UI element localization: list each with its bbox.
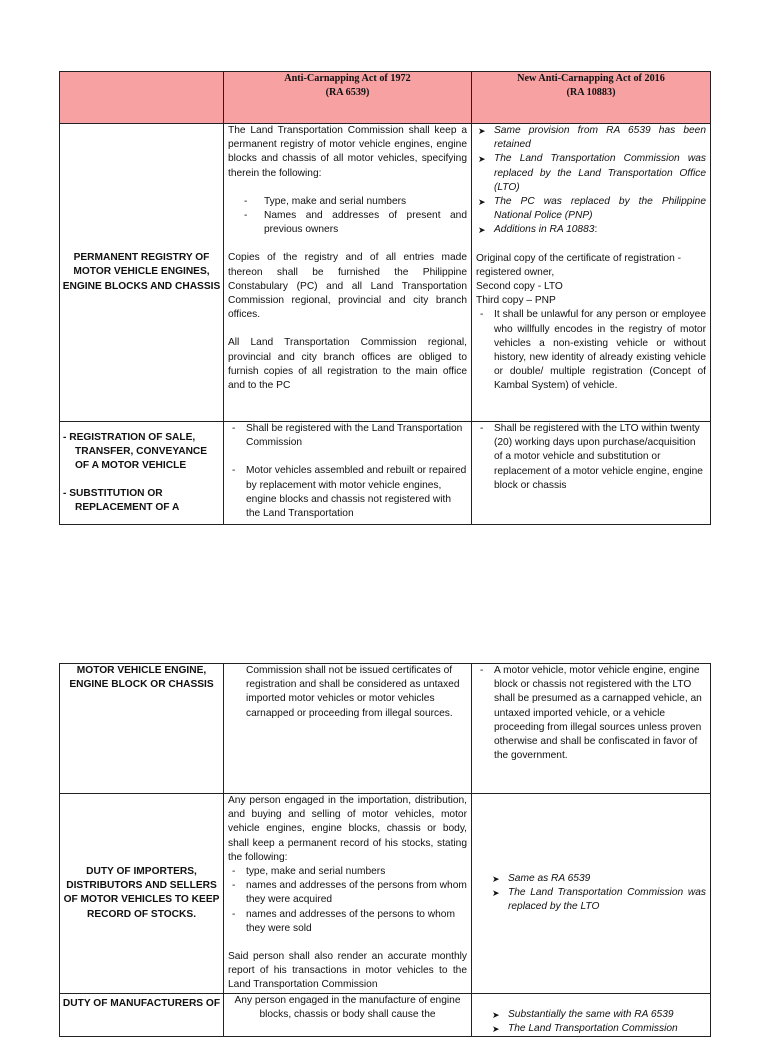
label-line: OF A MOTOR VEHICLE (75, 460, 187, 472)
new-dash-list (476, 308, 706, 393)
copy-line-2: Second copy - LTO (476, 281, 563, 293)
row-duty-manufacturers (60, 993, 711, 1036)
row-label-duty-manufacturers: DUTY OF MANUFACTURERS OF (60, 993, 224, 1036)
new-items-list (476, 1008, 706, 1036)
list-item: ➤ The Land Transportation Commission was replaced by the Land Transportation Office (LTO) (476, 152, 706, 195)
text-block: Said person shall also render an accurate monthly report of his transactions in motor vehicles to the Land Transportation Commission (228, 951, 467, 991)
old-items-list (228, 464, 467, 521)
cell-ra10883-registration (472, 422, 711, 525)
header-ra10883 (472, 72, 711, 124)
row-label-duty-importers: DUTY OF IMPORTERS, DISTRIBUTORS AND SELLERS OF MOTOR VEHICLES TO KEEP RECORD OF STOCKS. (60, 794, 224, 994)
cell-ra10883-motor-vehicle-engine (472, 664, 711, 794)
new-items-list (476, 124, 706, 238)
text-block: The Land Transportation Commission shall keep a permanent registry of motor vehicle engines, engine blocks and chassis of all motor vehicles, specifying therein the following: (228, 125, 467, 179)
cell-ra10883-duty-manufacturers (472, 993, 711, 1036)
row-motor-vehicle-engine (60, 664, 711, 794)
comparison-table-bottom (59, 663, 711, 1037)
text-block: All Land Transportation Commission regional, provincial and city branch offices are obliged to furnish copies of all registration to the main office and to the PC (228, 337, 467, 392)
old-items-list (228, 865, 467, 936)
list-item (476, 223, 706, 237)
row-label-registration (60, 422, 224, 525)
list-item: ➤ Same as RA 6539 (490, 872, 706, 886)
header-ra10883-sub: (RA 10883) (566, 87, 616, 99)
new-items-list (476, 872, 706, 915)
list-item: - It shall be unlawful for any person or employee who willfully encodes in the registry of motor vehicles a non-existing vehicle or without history, new identity of already existing vehicle or double/ multiple registration (Concept of Kambal System) of vehicle. (476, 308, 706, 393)
list-item: - Shall be registered with the Land Transportation Commission (228, 422, 467, 450)
additions-label: Additions in RA 10883 (494, 224, 595, 236)
label-line: - REGISTRATION OF SALE, (63, 431, 196, 443)
row-permanent-registry (60, 124, 711, 422)
list-item: ➤ The Land Transportation Commission was replaced by the LTO (490, 886, 706, 914)
cell-ra10883-duty-importers (472, 794, 711, 994)
list-item: - Type, make and serial numbers (228, 195, 467, 209)
list-item: - Names and addresses of present and previous owners (228, 209, 467, 237)
list-item: - A motor vehicle, motor vehicle engine, engine block or chassis not registered with the LTO shall be presumed as a carnapped vehicle, an untaxed imported vehicle, or a vehicle proceeding from illegal sources unless proven otherwise and shall be confiscated in favor of the government. (476, 664, 706, 763)
copy-line-1: Original copy of the certificate of registration - registered owner, (476, 252, 681, 278)
list-item: - type, make and serial numbers (228, 865, 467, 879)
header-ra10883-title: New Anti-Carnapping Act of 2016 (517, 73, 665, 84)
cell-ra6539-permanent-registry (224, 124, 472, 422)
cell-ra6539-motor-vehicle-engine: Commission shall not be issued certificates of registration and shall be considered as untaxed imported motor vehicles or motor vehicles carnapped or proceeding from illegal sources. (224, 664, 472, 794)
row-label-motor-vehicle-engine: MOTOR VEHICLE ENGINE, ENGINE BLOCK OR CHASSIS (60, 664, 224, 794)
label-line: REPLACEMENT OF A (75, 501, 180, 513)
cell-ra6539-registration (224, 422, 472, 525)
new-items-list (476, 664, 706, 763)
row-label-permanent-registry: PERMANENT REGISTRY OF MOTOR VEHICLE ENGINES, ENGINE BLOCKS AND CHASSIS (60, 124, 224, 422)
label-line: - SUBSTITUTION OR (63, 487, 163, 499)
list-item: - Shall be registered with the LTO within twenty (20) working days upon purchase/acquisition of a motor vehicle and substitution or replacement of a motor vehicle engine, engine block or chassis (476, 422, 706, 493)
header-blank-cell (60, 72, 224, 124)
list-item: - names and addresses of the persons to whom they were sold (228, 908, 467, 936)
new-items-list (476, 422, 706, 493)
copy-line-3: Third copy – PNP (476, 295, 556, 307)
list-item: - Motor vehicles assembled and rebuilt or repaired by replacement with motor vehicle engines, engine blocks and chassis not registered with the Land Transportation (228, 464, 467, 521)
header-ra6539-sub: (RA 6539) (325, 87, 370, 99)
old-items-list (228, 195, 467, 238)
additions-colon: : (594, 224, 598, 236)
list-item: ➤ The Land Transportation Commission (490, 1022, 706, 1036)
cell-ra10883-permanent-registry (472, 124, 711, 422)
cell-ra6539-duty-importers (224, 794, 472, 994)
label-line: TRANSFER, CONVEYANCE (75, 446, 208, 458)
list-item: ➤ The PC was replaced by the Philippine National Police (PNP) (476, 195, 706, 223)
header-ra6539 (224, 72, 472, 124)
text-block: Copies of the registry and of all entries made thereon shall be furnished the Philippine Constabulary (PC) and all Land Transportation Commission regional, provincial and city branch offices. (228, 252, 467, 321)
cell-ra6539-duty-manufacturers: Any person engaged in the manufacture of engine blocks, chassis or body shall cause the (224, 993, 472, 1036)
header-ra6539-title: Anti-Carnapping Act of 1972 (284, 73, 411, 84)
row-duty-importers (60, 794, 711, 994)
list-item: - names and addresses of the persons from whom they were acquired (228, 879, 467, 907)
comparison-table-top (59, 71, 711, 525)
list-item: ➤ Substantially the same with RA 6539 (490, 1008, 706, 1022)
row-registration-of-sale (60, 422, 711, 525)
old-items-list (228, 422, 467, 450)
list-item: ➤ Same provision from RA 6539 has been retained (476, 124, 706, 152)
text-block: Any person engaged in the importation, distribution, and buying and selling of motor vehicles, motor vehicle engines, engine blocks, chassis or body, shall keep a permanent record of his stocks, stating the following: (228, 795, 467, 863)
table-header-row (60, 72, 711, 124)
